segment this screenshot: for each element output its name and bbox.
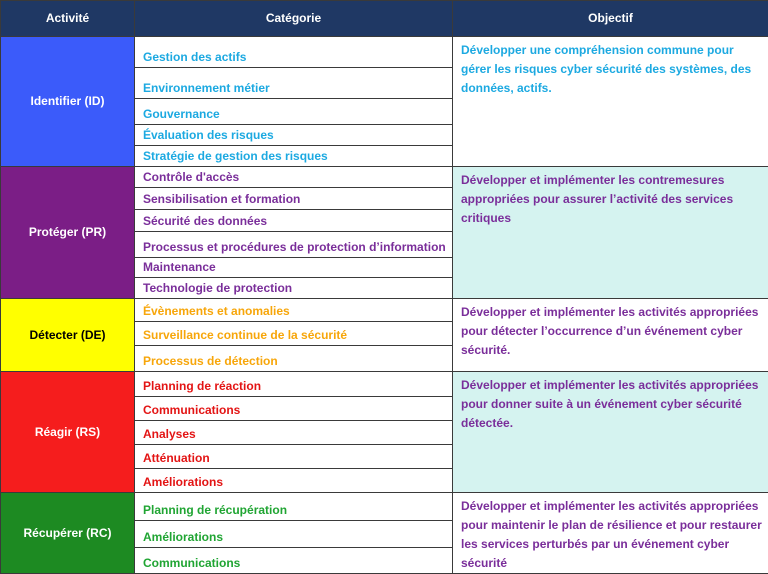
category-cell: Évaluation des risques <box>135 125 453 146</box>
table-row <box>1 37 768 68</box>
header-objective: Objectif <box>453 1 768 37</box>
group-protect <box>1 167 768 299</box>
group-respond <box>1 372 768 493</box>
category-cell: Stratégie de gestion des risques <box>135 146 453 167</box>
category-cell: Améliorations <box>135 521 453 547</box>
category-cell: Technologie de protection <box>135 278 453 299</box>
group-detect <box>1 299 768 372</box>
table-row <box>1 167 768 188</box>
category-cell: Améliorations <box>135 469 453 493</box>
category-cell: Évènements et anomalies <box>135 299 453 322</box>
objective-cell: Développer et implémenter les activités appropriées pour maintenir le plan de résilience et pour restaurer les services perturbés par un événement cyber sécurité <box>453 493 768 574</box>
objective-cell: Développer et implémenter les activités appropriées pour détecter l’occurrence d’un événement cyber sécurité. <box>453 299 768 372</box>
category-cell: Communications <box>135 547 453 573</box>
objective-cell: Développer et implémenter les contremesures appropriées pour assurer l’activité des services critiques <box>453 167 768 299</box>
category-cell: Contrôle d'accès <box>135 167 453 188</box>
category-cell: Planning de récupération <box>135 493 453 521</box>
category-cell: Processus de détection <box>135 346 453 372</box>
category-cell: Surveillance continue de la sécurité <box>135 322 453 346</box>
category-cell: Analyses <box>135 421 453 445</box>
header-category: Catégorie <box>135 1 453 37</box>
category-cell: Gestion des actifs <box>135 37 453 68</box>
category-cell: Environnement métier <box>135 68 453 99</box>
category-cell: Gouvernance <box>135 99 453 125</box>
category-cell: Sécurité des données <box>135 210 453 232</box>
objective-cell: Développer et implémenter les activités appropriées pour donner suite à un événement cyber sécurité détectée. <box>453 372 768 493</box>
category-cell: Planning de réaction <box>135 372 453 397</box>
group-recover <box>1 493 768 574</box>
activity-cell: Protéger (PR) <box>1 167 135 299</box>
activity-cell: Réagir (RS) <box>1 372 135 493</box>
table-row <box>1 299 768 322</box>
category-cell: Maintenance <box>135 258 453 278</box>
category-cell: Communications <box>135 397 453 421</box>
header-row <box>1 1 768 37</box>
objective-cell: Développer une compréhension commune pour gérer les risques cyber sécurité des systèmes, des données, actifs. <box>453 37 768 167</box>
category-cell: Processus et procédures de protection d’information <box>135 232 453 258</box>
activity-cell: Identifier (ID) <box>1 37 135 167</box>
category-cell: Atténuation <box>135 445 453 469</box>
activity-cell: Récupérer (RC) <box>1 493 135 574</box>
table-row <box>1 493 768 521</box>
activity-cell: Détecter (DE) <box>1 299 135 372</box>
group-identify <box>1 37 768 167</box>
table-row <box>1 372 768 397</box>
header-activity: Activité <box>1 1 135 37</box>
category-cell: Sensibilisation et formation <box>135 188 453 210</box>
